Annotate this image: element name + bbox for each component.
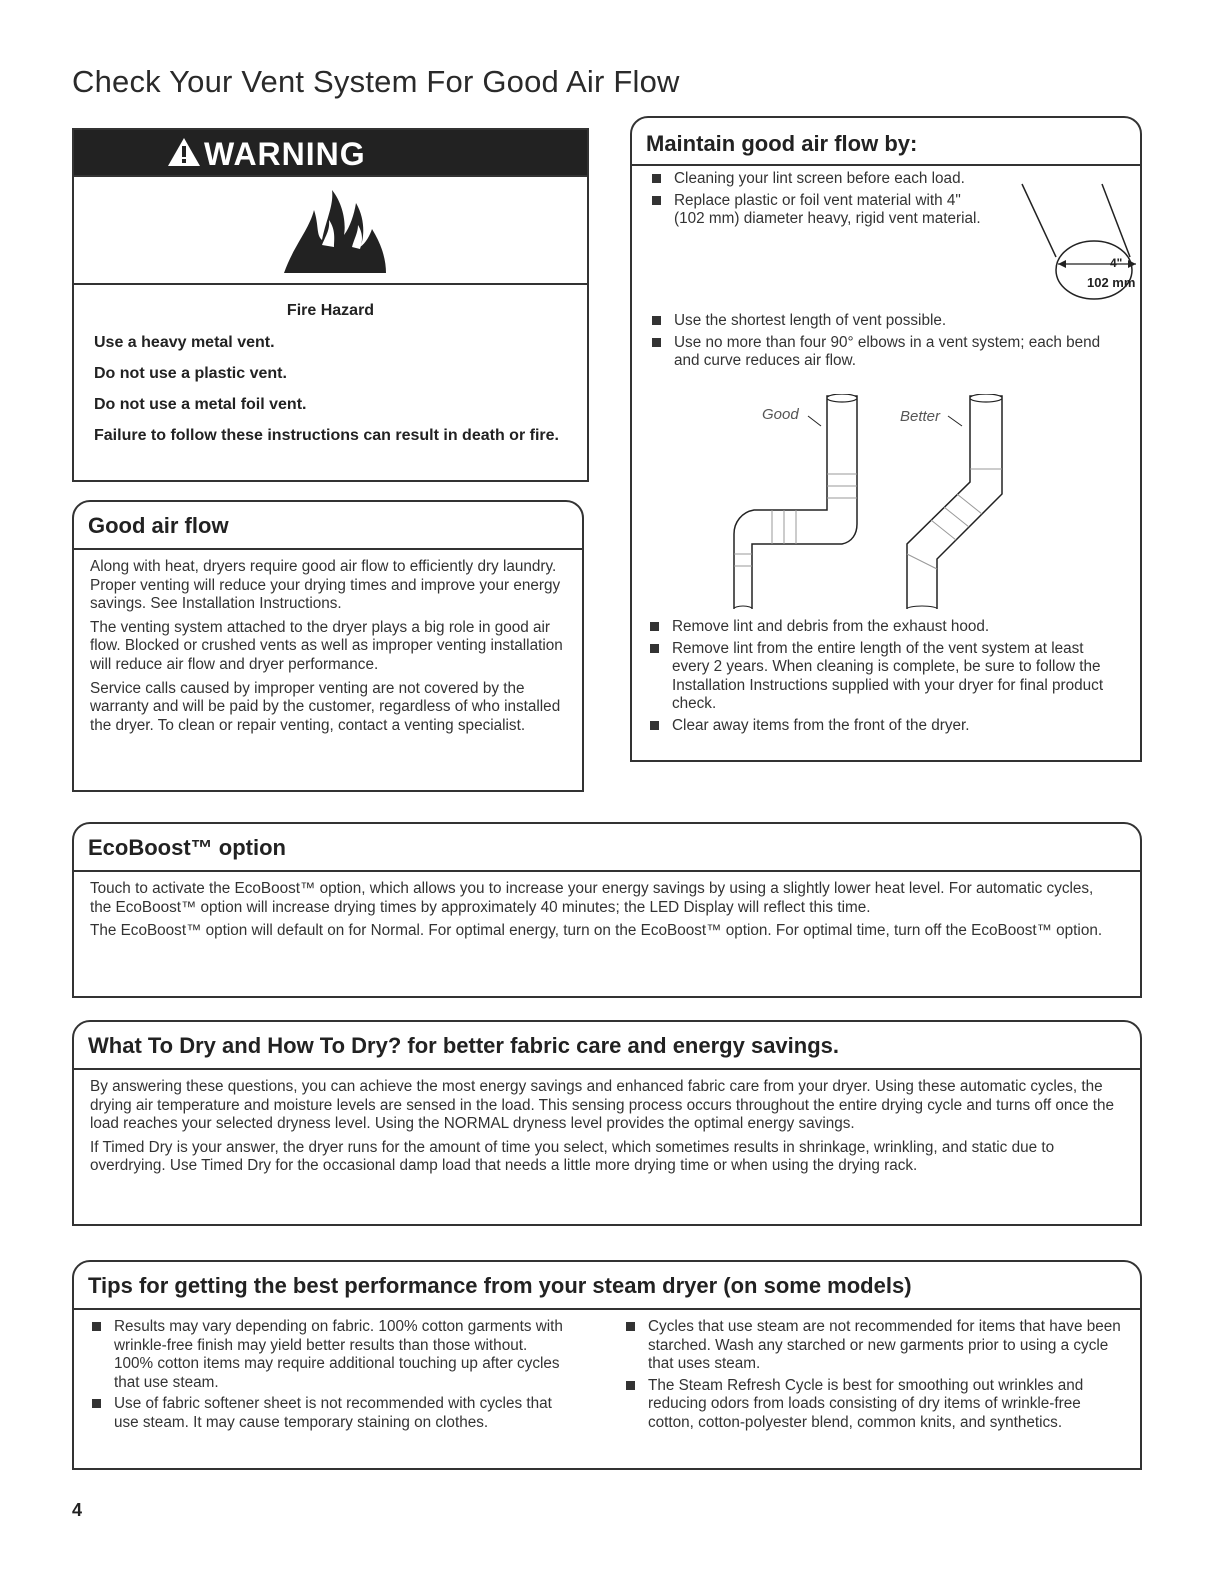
warning-banner-text: WARNING bbox=[204, 136, 366, 172]
ecoboost-box bbox=[72, 870, 1142, 998]
list-item: Remove lint from the entire length of the vent system at least every 2 years. When cleaning is complete, be sure to follow the Installation Instructions supplied with your dryer for final product check. bbox=[646, 640, 1124, 714]
maintain-title: Maintain good air flow by: bbox=[646, 131, 918, 156]
good-air-flow-box bbox=[72, 548, 584, 792]
maintain-list-mid bbox=[648, 312, 1118, 374]
list-item: Use no more than four 90° elbows in a vent system; each bend and curve reduces air flow. bbox=[648, 334, 1118, 371]
warning-line: Do not use a plastic vent. bbox=[94, 365, 287, 382]
good-air-flow-body bbox=[90, 558, 570, 740]
good-air-flow-header bbox=[72, 500, 584, 550]
label-good: Good bbox=[762, 406, 799, 423]
list-item: Clear away items from the front of the dryer. bbox=[646, 717, 1124, 736]
tips-list-right bbox=[622, 1318, 1122, 1436]
diameter-label-inches: 4" bbox=[1110, 256, 1123, 270]
list-item: Cleaning your lint screen before each load. bbox=[648, 170, 1034, 189]
maintain-box bbox=[630, 164, 1142, 762]
paragraph: The EcoBoost™ option will default on for Normal. For optimal energy, turn on the EcoBoost™ option. For optimal time, turn off the EcoBoost™ option. bbox=[90, 922, 1103, 940]
fire-hazard-icon bbox=[274, 185, 394, 275]
list-item: The Steam Refresh Cycle is best for smoothing out wrinkles and reducing odors from loads consisting of dry items of wrinkle-free cotton, cotton-polyester blend, common knits, and synthetics. bbox=[622, 1377, 1122, 1433]
good-air-flow-title: Good air flow bbox=[88, 513, 229, 538]
tips-box bbox=[72, 1308, 1142, 1470]
warning-banner bbox=[74, 130, 587, 175]
warning-line: Failure to follow these instructions can result in death or fire. bbox=[94, 427, 559, 444]
divider bbox=[74, 175, 587, 177]
tips-title: Tips for getting the best performance from your steam dryer (on some models) bbox=[88, 1273, 912, 1298]
list-item: Cycles that use steam are not recommended for items that have been starched. Wash any starched or new garments prior to using a cycle that uses steam. bbox=[622, 1318, 1122, 1374]
warning-triangle-icon bbox=[166, 136, 202, 168]
paragraph: Along with heat, dryers require good air flow to efficiently dry laundry. Proper venting will reduce your drying times and improve your energy savings. See Installation Instructions. bbox=[90, 558, 561, 613]
label-better: Better bbox=[900, 408, 941, 425]
tips-list-left bbox=[88, 1318, 568, 1436]
vent-elbow-diagram bbox=[712, 394, 1012, 609]
maintain-list-top bbox=[648, 170, 994, 232]
list-item: Replace plastic or foil vent material with 4" (102 mm) diameter heavy, rigid vent material. bbox=[648, 192, 994, 229]
tips-header bbox=[72, 1260, 1142, 1310]
list-item: Use the shortest length of vent possible. bbox=[648, 312, 1118, 331]
divider bbox=[74, 283, 587, 285]
paragraph: The venting system attached to the dryer plays a big role in good air flow. Blocked or crushed vents as well as improper venting installation will reduce air flow and dryer performance. bbox=[90, 618, 563, 673]
warning-line: Use a heavy metal vent. bbox=[94, 334, 275, 351]
ecoboost-body bbox=[90, 880, 1116, 946]
paragraph: By answering these questions, you can achieve the most energy savings and enhanced fabric care from your dryer. Using these automatic cycles, the drying air temperature and moisture levels are sensed in the load. This sensing process occurs throughout the entire drying cycle and turns off once the load reaches your selected dryness level. Using the NORMAL dryness level provides the optimal energy savings. bbox=[90, 1078, 1115, 1133]
page-number: 4 bbox=[72, 1500, 83, 1520]
ecoboost-title: EcoBoost™ option bbox=[88, 835, 286, 860]
paragraph: If Timed Dry is your answer, the dryer runs for the amount of time you select, which sometimes results in shrinkage, wrinkling, and static due to overdrying. Use Timed Dry for the occasional damp load that needs a little more drying time or when using the drying rack. bbox=[90, 1138, 1055, 1175]
what-to-dry-header bbox=[72, 1020, 1142, 1070]
list-item: Remove lint and debris from the exhaust hood. bbox=[646, 618, 1124, 637]
paragraph: Touch to activate the EcoBoost™ option, which allows you to increase your energy savings by using a slightly lower heat level. For automatic cycles, the EcoBoost™ option will increase drying times by approximately 40 minutes; the LED Display will reflect this time. bbox=[90, 880, 1094, 916]
warning-box bbox=[72, 128, 589, 482]
what-to-dry-body bbox=[90, 1078, 1120, 1181]
warning-line: Do not use a metal foil vent. bbox=[94, 396, 307, 413]
diameter-label-mm: 102 mm bbox=[1087, 275, 1136, 290]
maintain-header bbox=[630, 116, 1142, 166]
list-item: Results may vary depending on fabric. 100% cotton garments with wrinkle-free finish may yield better results than those without. 100% cotton items may require additional touching up after cycles that use steam. bbox=[88, 1318, 568, 1392]
list-item: Use of fabric softener sheet is not recommended with cycles that use steam. It may cause temporary staining on clothes. bbox=[88, 1395, 568, 1432]
maintain-list-bottom bbox=[646, 618, 1124, 739]
what-to-dry-title: What To Dry and How To Dry? for better fabric care and energy savings. bbox=[88, 1033, 839, 1058]
warning-instructions bbox=[94, 333, 571, 457]
paragraph: Service calls caused by improper venting are not covered by the warranty and will be paid by the customer, regardless of who installed the dryer. To clean or repair venting, contact a venting specialist. bbox=[90, 679, 561, 734]
hazard-label: Fire Hazard bbox=[286, 302, 375, 319]
what-to-dry-box bbox=[72, 1068, 1142, 1226]
ecoboost-header bbox=[72, 822, 1142, 872]
page-title: Check Your Vent System For Good Air Flow bbox=[72, 64, 680, 99]
